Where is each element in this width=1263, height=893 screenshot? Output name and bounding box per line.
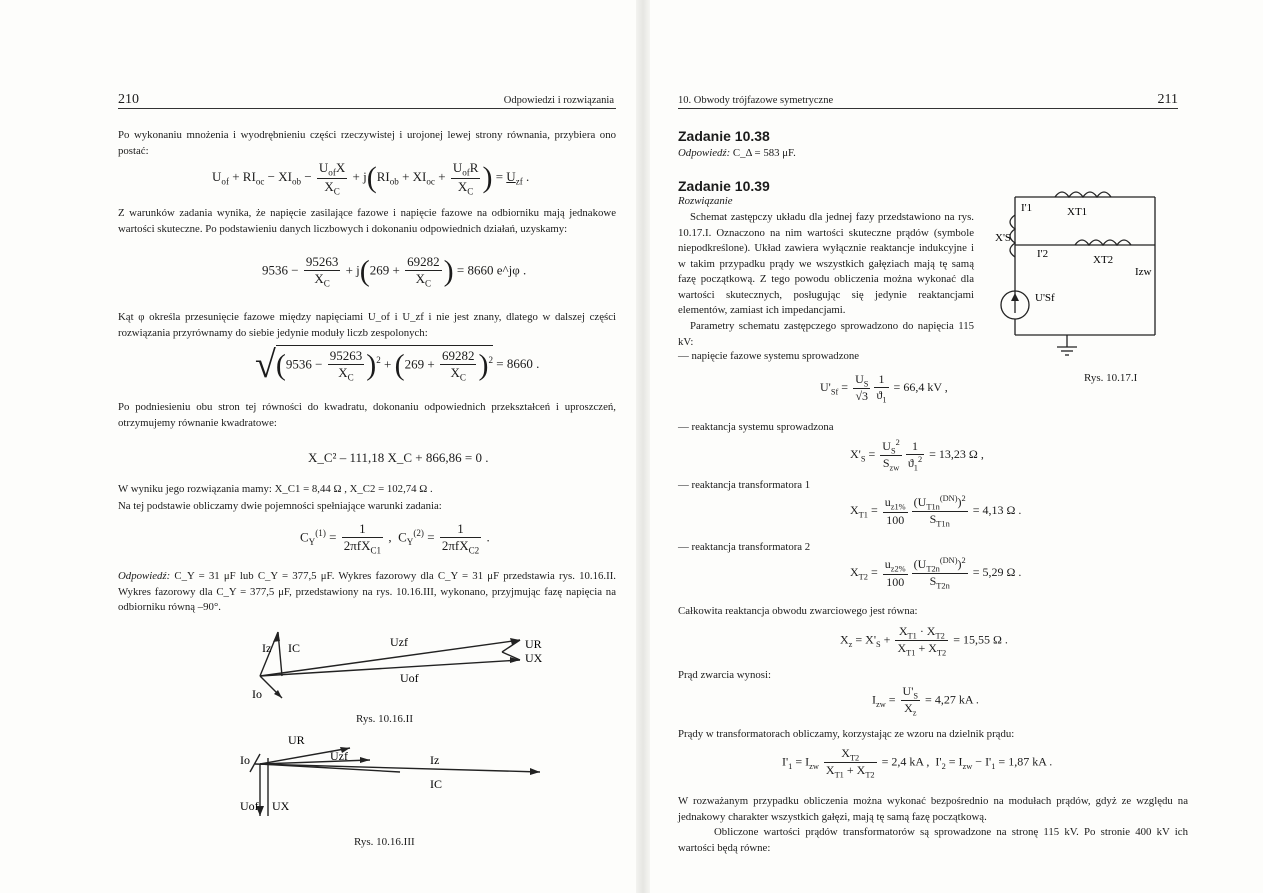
- paragraph: Całkowita reaktancja obwodu zwarciowego jest równa:: [678, 605, 918, 617]
- equation-result: = 4,13 Ω .: [972, 503, 1022, 518]
- equation-result: = 15,55 Ω .: [953, 632, 1008, 647]
- paragraph: Parametry schematu zastępczego sprowadzono do napięcia 115 kV:: [678, 320, 974, 348]
- paragraph: Na tej podstawie obliczamy dwie pojemności spełniające warunki zadania:: [118, 500, 442, 512]
- label-ur: UR: [288, 733, 305, 747]
- solution-label: Rozwiązanie: [678, 195, 733, 207]
- equation-xz: $X_z = X'_S$ + $\frac{X_{T1} \cdot X_{T2}}{X_{T1} + X_{T2}}$ = 15,55 Ω .: [840, 624, 1008, 658]
- answer-label: Odpowiedź:: [118, 570, 171, 582]
- right-page: [650, 0, 1263, 893]
- list-item: — reaktancja systemu sprowadzona: [678, 421, 834, 433]
- equation-result: = 8660 e^jφ .: [456, 262, 527, 278]
- page-number: 210: [118, 92, 139, 107]
- paragraph: Schemat zastępczy układu dla jednej fazy przedstawiono na rys. 10.17.I. Oznaczono na nim wartości skuteczne prądów (symbole niepodkreślone). Układ zawiera wyłącznie reaktancje indukcyjne i w takim przypadku prądy we wszystkich gałęziach mają tę samą fazę początkową. Z tego powodu obliczenia można wykonać dla wartości skutecznych, posługując się jedynie reaktancjami elementów, zamiast ich impedancjami.: [678, 211, 974, 316]
- label-ux: UX: [272, 799, 290, 813]
- equation-xt2: $X_{T2}$ = $\frac{u_{z2\%}}{100}$ $\frac{(U_{T2n}^{(DN)})^2}{S_{T2n}}$ = 5,29 Ω .: [850, 556, 1022, 591]
- list-item: — reaktancja transformatora 1: [678, 479, 811, 491]
- equation-izw: $I_{zw}$ = $\frac{U'_S}{X_z}$ = 4,27 kA .: [872, 684, 979, 718]
- task-heading: Zadanie 10.39: [678, 178, 770, 194]
- paragraph: Po podniesieniu obu stron tej równości do kwadratu, dokonaniu odpowiednich przekształceń i uproszczeń, otrzymujemy równanie kwadratowe:: [118, 401, 616, 429]
- label-ur: UR: [525, 637, 542, 651]
- equation-xs: $X'_S$ = $\frac{U_S^2}{S_{zw}}$ $\frac{1}{ϑ_1^2}$ = 13,23 Ω ,: [850, 438, 984, 473]
- phasor-diagram-fig3: [240, 730, 560, 830]
- label-uof: Uof: [240, 799, 259, 813]
- label-io: Io: [252, 687, 262, 701]
- paragraph: Obliczone wartości prądów transformatorów są sprowadzone na stronę 115 kV. Po stronie 400 kV ich wartości będą równe:: [678, 826, 1188, 854]
- label-uof: Uof: [400, 671, 419, 685]
- answer-label: Odpowiedź:: [678, 147, 731, 159]
- equation-result: = 5,29 Ω .: [972, 565, 1022, 580]
- paragraph: Prądy w transformatorach obliczamy, korzystając ze wzoru na dzielnik prądu:: [678, 728, 1015, 740]
- running-title: 10. Obwody trójfazowe symetryczne: [678, 95, 834, 106]
- right-running-head: [678, 92, 1178, 109]
- label-xt1: XT1: [1067, 206, 1088, 218]
- paragraph: W rozważanym przypadku obliczenia można wykonać bezpośrednio na modułach prądów, gdyż ze względu na jednakowy charakter wszystkich gałęzi, mają tę samą fazę początkową.: [678, 795, 1188, 823]
- page-number: 211: [1157, 92, 1178, 107]
- answer-text: C_Δ = 583 μF.: [732, 147, 796, 159]
- paragraph: Prąd zwarcia wynosi:: [678, 669, 771, 681]
- label-usf: U'Sf: [1035, 292, 1055, 304]
- label-iz: Iz: [430, 753, 440, 767]
- label-iz: Iz: [262, 641, 272, 655]
- phasor-uof: [260, 660, 520, 676]
- running-title: Odpowiedzi i rozwiązania: [503, 95, 614, 106]
- label-ic: IC: [288, 641, 300, 655]
- equation-quadratic: X_C² – 111,18 X_C + 866,86 = 0 .: [308, 450, 489, 465]
- label-xs: X'S: [995, 232, 1012, 244]
- label-ux: UX: [525, 651, 543, 665]
- equation-modulus: √(9536 − $\frac{95263}{X_C}$ )$^2$ + (269 + $\frac{69282}{X_C}$ )$^2$ = 8660 .: [255, 344, 540, 386]
- paragraph: Z warunków zadania wynika, że napięcie zasilające fazowe i napięcie fazowe na odbiorniku mają jednakowe wartości skuteczne. Po podstawieniu danych liczbowych i dokonaniu odpowiednich działań, uzyskamy:: [118, 207, 616, 235]
- equation-result: = 2,4 kA ,: [881, 754, 930, 769]
- equation-currents: $I'_1 = I_{zw}$ $\frac{X_{T2}}{X_{T1} + X_{T2}}$ = 2,4 kA , $I'_2 = I_{zw} - I'_1 = 1,87$ kA .: [782, 746, 1053, 780]
- task-answer: [678, 146, 1038, 162]
- label-uzf: Uzf: [390, 635, 408, 649]
- label-xt2: XT2: [1093, 254, 1114, 266]
- equation-xt1: $X_{T1}$ = $\frac{u_{z1\%}}{100}$ $\frac{(U_{T1n}^{(DN)})^2}{S_{T1n}}$ = 4,13 Ω .: [850, 494, 1022, 529]
- label-i1: I'1: [1021, 202, 1033, 214]
- figure-caption: Rys. 10.17.I: [1084, 372, 1138, 384]
- paragraph: Kąt φ określa przesunięcie fazowe między napięciami U_of i U_zf i nie jest znany, dlatego w dalszej części rozwiązania przyrównamy do siebie jedynie moduły liczb zespolonych:: [118, 311, 616, 339]
- equation-capacitances: $C_Y^{(1)}$ = $\frac{1}{2\pi fX_{C1}}$ , $C_Y^{(2)}$ = $\frac{1}{2\pi fX_{C2}}$ .: [300, 521, 490, 556]
- equation-result: = 8660 .: [496, 355, 540, 371]
- equation-result: = 13,23 Ω ,: [929, 447, 984, 462]
- label-ic: IC: [430, 777, 442, 791]
- equivalent-circuit-fig: [995, 185, 1185, 365]
- figure-caption: Rys. 10.16.II: [356, 713, 414, 725]
- equation-usf: $U'_{Sf}$ = $\frac{U_S}{√3}$ $\frac{1}{ϑ_1}$ = 66,4 kV ,: [820, 372, 948, 405]
- equation-result: = 4,27 kA .: [925, 692, 979, 707]
- paragraph: W wyniku jego rozwiązania mamy: X_C1 = 8,44 Ω , X_C2 = 102,74 Ω .: [118, 483, 433, 495]
- label-io: Io: [240, 753, 250, 767]
- answer-paragraph: [118, 569, 616, 616]
- list-item: — napięcie fazowe systemu sprowadzone: [678, 350, 860, 362]
- answer-text: C_Y = 31 μF lub C_Y = 377,5 μF. Wykres fazorowy dla C_Y = 31 μF przedstawia rys. 10.16.II. Wykres fazorowy dla C_Y = 377,5 μF, przedstawiony na rys. 10.16.III, wykonano, przyjmując fazę napięcia na odbiorniku równą –90°.: [118, 570, 616, 613]
- phasor-io: [250, 754, 260, 772]
- label-izw: Izw: [1135, 266, 1152, 278]
- task-heading: Zadanie 10.38: [678, 128, 770, 144]
- label-i2: I'2: [1037, 248, 1049, 260]
- paragraph: Po wykonaniu mnożenia i wyodrębnieniu części rzeczywistej i urojonej lewej strony równania, przybiera ono postać:: [118, 129, 616, 157]
- list-item: — reaktancja transformatora 2: [678, 541, 811, 553]
- figure-caption: Rys. 10.16.III: [354, 836, 415, 848]
- left-running-head: [118, 92, 616, 109]
- inductor-xt1: [1055, 192, 1111, 197]
- equation-result: = 1,87 kA .: [998, 754, 1053, 769]
- equation-numeric: 9536 − $\frac{95263}{X_C}$ + j(269 + $\frac{69282}{X_C}$ ) = 8660 e^jφ .: [262, 254, 527, 289]
- label-uzf: Uzf: [330, 749, 348, 763]
- phasor-iz: [255, 764, 540, 772]
- equation-result: = 66,4 kV ,: [893, 379, 948, 394]
- book-gutter: [636, 0, 650, 893]
- inductor-xt2: [1075, 240, 1131, 245]
- equation-real-imag: $U_{of} + RI_{oc} - XI_{ob}$ − $\frac{U_{of}X}{X_C}$ + $j(RI_{ob} + XI_{oc}$ + $\frac{U_{of}R}{X_C}$ ) = $U_{zf}$ .: [212, 160, 530, 197]
- phasor-diagram-fig2: [230, 618, 560, 710]
